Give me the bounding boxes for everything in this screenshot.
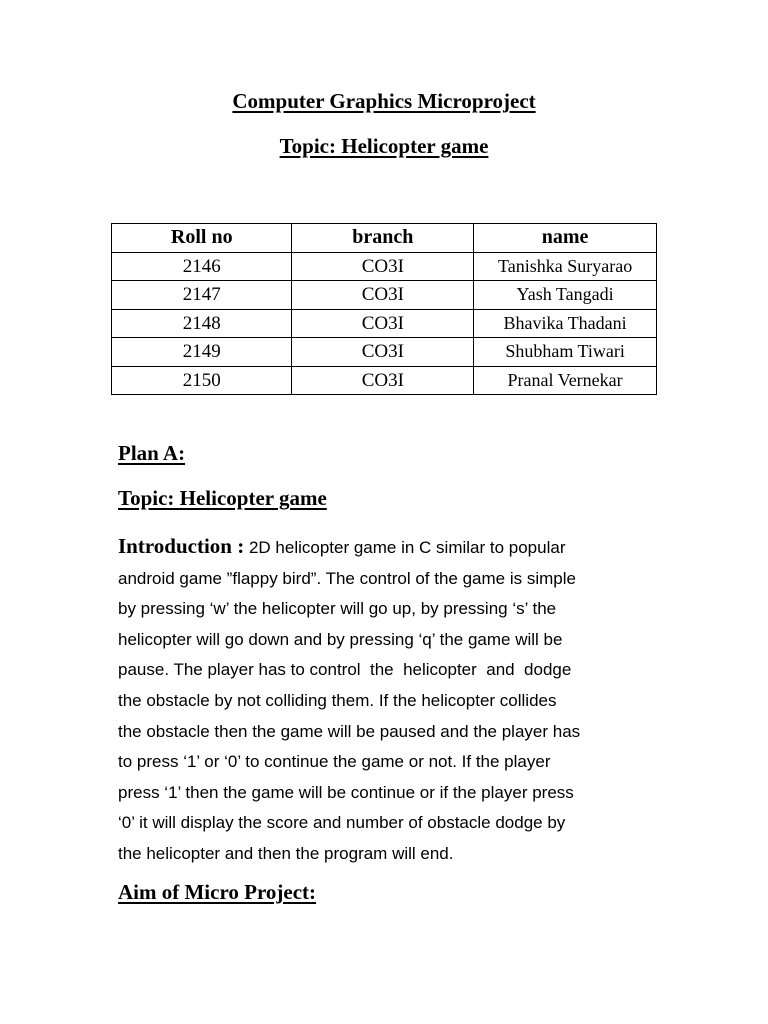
table-row <box>112 366 657 395</box>
intro-line: helicopter will go down and by pressing ‘q’ the game will be <box>118 629 563 649</box>
roll-no-cell: 2149 <box>112 338 292 367</box>
aim-heading: Aim of Micro Project: <box>118 880 317 904</box>
members-table <box>111 223 657 395</box>
branch-cell: CO3I <box>292 338 474 367</box>
roll-no-cell: 2150 <box>112 366 292 395</box>
header-roll-no: Roll no <box>112 224 292 253</box>
plan-heading: Plan A: <box>118 441 186 465</box>
intro-line: by pressing ‘w’ the helicopter will go up, by pressing ‘s’ the <box>118 599 557 619</box>
intro-text: 2D helicopter game in C similar to popular <box>248 538 566 557</box>
roll-no-cell: 2146 <box>112 252 292 281</box>
intro-line <box>118 531 658 564</box>
intro-line: android game ”flappy bird”. The control of the game is simple <box>118 568 576 588</box>
header-branch: branch <box>292 224 474 253</box>
name-cell: Yash Tangadi <box>474 281 657 310</box>
plan-topic-heading: Topic: Helicopter game <box>118 486 327 510</box>
name-cell: Tanishka Suryarao <box>474 252 657 281</box>
table-row <box>112 281 657 310</box>
name-cell: Shubham Tiwari <box>474 338 657 367</box>
name-cell: Pranal Vernekar <box>474 366 657 395</box>
intro-line: the helicopter and then the program will end. <box>118 843 454 863</box>
intro-line: the obstacle then the game will be paused and the player has <box>118 721 581 741</box>
branch-cell: CO3I <box>292 309 474 338</box>
branch-cell: CO3I <box>292 281 474 310</box>
name-cell: Bhavika Thadani <box>474 309 657 338</box>
table-header-row <box>112 224 657 253</box>
introduction-paragraph <box>118 531 658 870</box>
document-topic: Topic: Helicopter game <box>279 134 489 158</box>
roll-no-cell: 2147 <box>112 281 292 310</box>
branch-cell: CO3I <box>292 252 474 281</box>
table-row <box>112 309 657 338</box>
branch-cell: CO3I <box>292 366 474 395</box>
intro-line: press ‘1’ then the game will be continue or if the player press <box>118 782 574 802</box>
introduction-label: Introduction : <box>118 534 245 558</box>
intro-line: pause. The player has to control the helicopter and dodge <box>118 660 572 680</box>
intro-line: to press ‘1’ or ‘0’ to continue the game or not. If the player <box>118 752 551 772</box>
document-title: Computer Graphics Microproject <box>232 89 536 113</box>
intro-line: the obstacle by not colliding them. If the helicopter collides <box>118 690 557 710</box>
header-name: name <box>474 224 657 253</box>
table-row <box>112 338 657 367</box>
intro-line: ‘0’ it will display the score and number of obstacle dodge by <box>118 813 566 833</box>
table-row <box>112 252 657 281</box>
roll-no-cell: 2148 <box>112 309 292 338</box>
